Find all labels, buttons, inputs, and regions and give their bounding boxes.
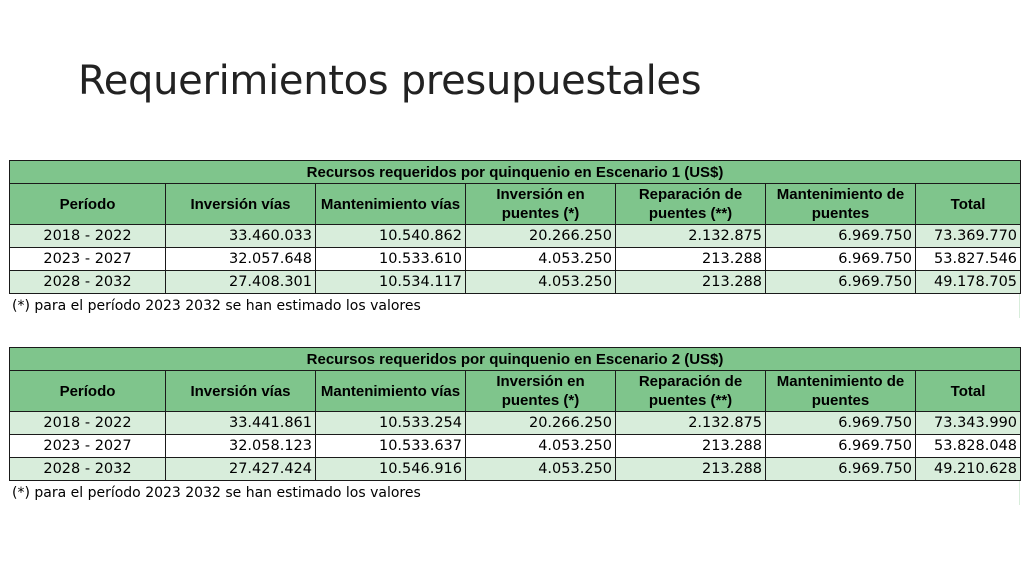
cell-period: 2018 - 2022 [10,412,166,435]
cell-value: 10.533.254 [316,412,466,435]
cell-value: 33.460.033 [166,225,316,248]
column-header-inversion-puentes: Inversión en puentes (*) [466,371,616,412]
cell-total: 73.343.990 [916,412,1021,435]
cell-value: 27.427.424 [166,458,316,481]
cell-value: 6.969.750 [766,412,916,435]
table-footnote: (*) para el período 2023 2032 se han estimado los valores [9,294,1020,318]
cell-value: 10.540.862 [316,225,466,248]
budget-table-scenario-2 [9,347,1020,505]
cell-period: 2018 - 2022 [10,225,166,248]
cell-total: 53.828.048 [916,435,1021,458]
cell-value: 4.053.250 [466,435,616,458]
column-header-mantenimiento-puentes: Mantenimiento de puentes [766,371,916,412]
column-header-inversion-vias: Inversión vías [166,371,316,412]
column-header-total: Total [916,184,1021,225]
table-caption: Recursos requeridos por quinquenio en Escenario 2 (US$) [10,348,1021,371]
cell-value: 20.266.250 [466,225,616,248]
cell-period: 2028 - 2032 [10,271,166,294]
cell-value: 6.969.750 [766,225,916,248]
column-header-reparacion-puentes: Reparación de puentes (**) [616,371,766,412]
column-header-inversion-puentes: Inversión en puentes (*) [466,184,616,225]
table-caption: Recursos requeridos por quinquenio en Escenario 1 (US$) [10,161,1021,184]
cell-value: 10.534.117 [316,271,466,294]
cell-value: 213.288 [616,248,766,271]
cell-value: 2.132.875 [616,412,766,435]
cell-value: 4.053.250 [466,248,616,271]
table-row [10,271,1021,294]
table-row [10,248,1021,271]
cell-value: 27.408.301 [166,271,316,294]
cell-total: 53.827.546 [916,248,1021,271]
column-header-mantenimiento-vias: Mantenimiento vías [316,371,466,412]
column-header-reparacion-puentes: Reparación de puentes (**) [616,184,766,225]
cell-value: 32.057.648 [166,248,316,271]
cell-value: 32.058.123 [166,435,316,458]
cell-value: 10.533.610 [316,248,466,271]
cell-total: 49.178.705 [916,271,1021,294]
table-row [10,458,1021,481]
cell-value: 20.266.250 [466,412,616,435]
column-header-mantenimiento-puentes: Mantenimiento de puentes [766,184,916,225]
column-header-mantenimiento-vias: Mantenimiento vías [316,184,466,225]
table-row [10,412,1021,435]
cell-value: 213.288 [616,435,766,458]
table-row [10,435,1021,458]
column-header-inversion-vias: Inversión vías [166,184,316,225]
cell-value: 6.969.750 [766,458,916,481]
cell-total: 73.369.770 [916,225,1021,248]
cell-value: 213.288 [616,271,766,294]
column-header-periodo: Período [10,184,166,225]
table-footnote: (*) para el período 2023 2032 se han estimado los valores [9,481,1020,505]
budget-table-scenario-1 [9,160,1020,318]
cell-value: 33.441.861 [166,412,316,435]
cell-value: 10.533.637 [316,435,466,458]
page-title: Requerimientos presupuestales [78,58,702,104]
cell-value: 6.969.750 [766,435,916,458]
cell-period: 2028 - 2032 [10,458,166,481]
cell-value: 10.546.916 [316,458,466,481]
cell-period: 2023 - 2027 [10,435,166,458]
cell-value: 213.288 [616,458,766,481]
cell-period: 2023 - 2027 [10,248,166,271]
table-row [10,225,1021,248]
cell-value: 4.053.250 [466,271,616,294]
cell-value: 6.969.750 [766,248,916,271]
column-header-periodo: Período [10,371,166,412]
cell-value: 4.053.250 [466,458,616,481]
cell-value: 2.132.875 [616,225,766,248]
cell-value: 6.969.750 [766,271,916,294]
column-header-total: Total [916,371,1021,412]
cell-total: 49.210.628 [916,458,1021,481]
